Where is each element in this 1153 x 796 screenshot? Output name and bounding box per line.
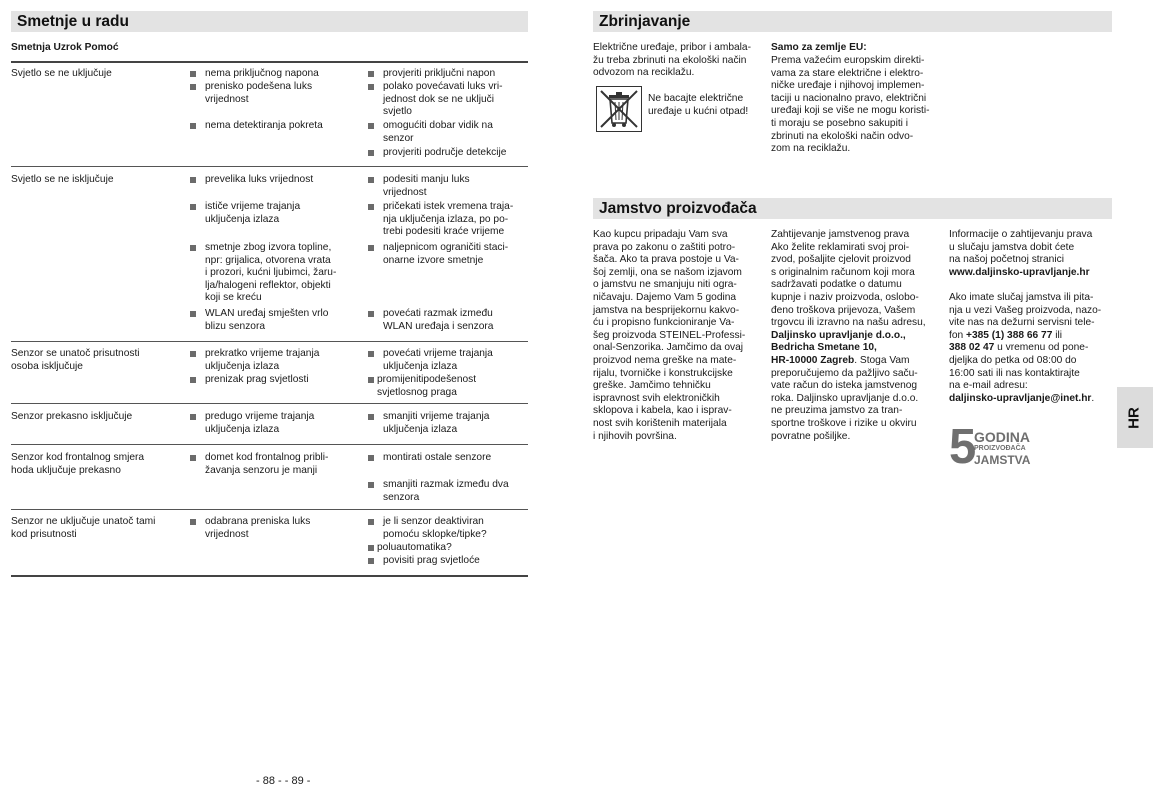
warranty-column-1: Kao kupcu pripadaju Vam sva prava po zakonu o zaštiti potro- šača. Ako ta prava postoje u Va- šoj zemlji, ona se našom izjavom o jamstvu ne smanjuju niti ogra- ničavaju. Dajemo Vam 5 godina jamstva na besprijekornu kakvo- ću i propisno funkcioniranje Va- šeg proizvoda STEINEL-Professi- onal-Senzorika. Jamčimo da ovaj proizvod nema greške na mate- rijalu, tvorničke i konstrukcijske greške. Jamčimo tehničku ispravnost svih elektroničkih sklopova i kabela, kao i isprav- nost svih korištenih materijala i njihovih površina.	[593, 229, 746, 442]
bullet-icon	[368, 558, 374, 564]
bullet-icon	[368, 123, 374, 129]
row-divider	[11, 341, 528, 342]
remedy-text: pričekati istek vremena traja- nja uključenja izlaza, po po- trebi podesiti kraće vrijeme	[383, 201, 514, 238]
bullet-icon	[368, 414, 374, 420]
row-divider	[11, 403, 528, 404]
cause-text: prekratko vrijeme trajanja uključenja izlaza	[205, 348, 320, 372]
badge-word-godina: GODINA	[974, 429, 1030, 445]
bullet-icon	[368, 204, 374, 210]
company-city: HR-10000 Zagreb	[771, 354, 855, 366]
remedy-text: povisiti prag svjetloće	[383, 555, 480, 566]
email-dot: .	[1091, 392, 1095, 404]
email-link[interactable]: daljinsko-upravljanje@inet.hr	[949, 392, 1092, 404]
bullet-icon	[190, 71, 196, 77]
remedy-text: poluautomatika?	[377, 542, 452, 553]
problem-cell: Senzor kod frontalnog smjera hoda uključuje prekasno	[11, 452, 145, 476]
cause-text: domet kod frontalnog pribli- žavanja senzoru je manji	[205, 452, 329, 476]
warranty-advice-first: . Stoga Vam	[854, 354, 910, 366]
remedy-text: je li senzor deaktiviran pomoću sklopke/tipke?	[383, 516, 487, 540]
remedy-text: omogućiti dobar vidik na senzor	[383, 120, 493, 144]
remedy-text: provjeriti područje detekcije	[383, 147, 507, 158]
bin-caption: Ne bacajte električne uređaje u kućni otpad!	[648, 93, 749, 117]
phone-secondary: 388 02 47	[949, 342, 995, 354]
badge-word-jamstva: JAMSTVA	[974, 453, 1031, 467]
bullet-icon	[190, 245, 196, 251]
bullet-icon	[368, 311, 374, 317]
table-bottom-rule	[11, 575, 528, 577]
remedy-text: polako povećavati luks vri- jednost dok se ne uključi svjetlo	[383, 81, 503, 118]
info-text: Informacije o zahtijevanju prava u slučaju jamstva dobit ćete na našoj početnoj stranici	[949, 229, 1093, 266]
language-tab-label: HR	[1125, 406, 1143, 429]
bullet-icon	[368, 482, 374, 488]
bullet-icon	[190, 351, 196, 357]
remedy-text: povećati razmak između WLAN uređaja i senzora	[383, 308, 494, 332]
page-numbers: - 88 - - 89 -	[256, 775, 311, 787]
website-link[interactable]: www.daljinsko-upravljanje.hr	[949, 266, 1090, 278]
bullet-icon	[368, 545, 374, 551]
row-divider	[11, 166, 528, 167]
warranty-column-3	[949, 229, 1115, 405]
problem-cell: Senzor se unatoč prisutnosti osoba isključuje	[11, 348, 140, 372]
remedy-text: promijenitipodešenost svjetlosnog praga	[377, 374, 477, 398]
bullet-icon	[190, 455, 196, 461]
bullet-icon	[368, 519, 374, 525]
bullet-icon	[190, 311, 196, 317]
problem-cell: Senzor ne uključuje unatoč tami kod prisutnosti	[11, 516, 156, 540]
troubleshooting-title: Smetnje u radu	[11, 11, 528, 32]
remedy-text: montirati ostale senzore	[383, 452, 492, 463]
remedy-text: provjeriti priključni napon	[383, 68, 496, 79]
warranty-title: Jamstvo proizvođača	[593, 198, 1112, 219]
bullet-icon	[368, 177, 374, 183]
remedy-text: smanjiti razmak između dva senzora	[383, 479, 509, 503]
problem-cell: Svjetlo se ne uključuje	[11, 68, 112, 79]
bullet-icon	[368, 150, 374, 156]
disposal-intro: Električne uređaje, pribor i ambala- žu treba zbrinuti na ekološki način odvozom na reciklažu.	[593, 42, 751, 79]
warranty-claim-text: Zahtijevanje jamstvenog prava Ako želite reklamirati svoj proi- zvod, pošaljite cjelovit proizvod s originalnim računom koji mora sadržavati podatke o datumu kupnje i naziv proizvoda, oslobo- đeno troškova prijevoza, Vašem trgovcu ili izravno na našu adresu,	[771, 229, 926, 329]
bullet-icon	[368, 84, 374, 90]
badge-word-proizvodaca: PROIZVOĐAČA	[974, 445, 1026, 452]
crossed-bin-icon	[596, 86, 642, 132]
company-name: Daljinsko upravljanje d.o.o.,	[771, 329, 906, 341]
problem-cell: Senzor prekasno isključuje	[11, 411, 133, 422]
table-column-header: Smetnja Uzrok Pomoć	[11, 42, 119, 53]
cause-text: ističe vrijeme trajanja uključenja izlaza	[205, 201, 301, 225]
cause-text: predugo vrijeme trajanja uključenja izlaza	[205, 411, 315, 435]
bullet-icon	[368, 377, 374, 383]
row-divider	[11, 444, 528, 445]
bullet-icon	[368, 71, 374, 77]
bullet-icon	[368, 351, 374, 357]
bullet-icon	[190, 177, 196, 183]
bullet-icon	[368, 245, 374, 251]
warranty-column-2	[771, 229, 943, 443]
cause-text: prevelika luks vrijednost	[205, 174, 314, 185]
cause-text: odabrana preniska luks vrijednost	[205, 516, 311, 540]
cause-text: nema detektiranja pokreta	[205, 120, 323, 131]
table-top-rule	[11, 61, 528, 63]
bullet-icon	[190, 414, 196, 420]
cause-text: prenizak prag svjetlosti	[205, 374, 309, 385]
eu-text: Prema važećim europskim direkti- vama za stare električne i elektro- ničke uređaje i njihovoj implemen- taciji u nacionalno pravo, električni uređaji koji se više ne mogu koristi- ti moraju se posebno sakupiti i zbrinuti na ekološki način odvo- zom na reciklažu.	[771, 55, 930, 155]
remedy-text: povećati vrijeme trajanja uključenja izlaza	[383, 348, 493, 372]
phone-primary: +385 (1) 388 66 77	[966, 329, 1053, 341]
contact-text: Ako imate slučaj jamstva ili pita- nja u vezi Vašeg proizvoda, nazo- vite nas na dežurni servisni tele-	[949, 291, 1102, 329]
bullet-icon	[368, 455, 374, 461]
hours-first: u vremenu od pone-	[994, 342, 1089, 354]
cause-text: nema priključnog napona	[205, 68, 319, 79]
language-tab	[1117, 387, 1153, 448]
row-divider	[11, 509, 528, 510]
remedy-text: smanjiti vrijeme trajanja uključenja izlaza	[383, 411, 490, 435]
remedy-text: podesiti manju luks vrijednost	[383, 174, 470, 198]
remedy-text: naljepnicom ograničiti staci- onarne izvore smetnje	[383, 242, 509, 266]
company-street: Bedricha Smetane 10,	[771, 342, 877, 354]
bullet-icon	[190, 377, 196, 383]
disposal-title: Zbrinjavanje	[593, 11, 1112, 32]
bullet-icon	[190, 84, 196, 90]
warranty-badge	[949, 420, 1039, 474]
cause-text: WLAN uređaj smješten vrlo blizu senzora	[205, 308, 329, 332]
bullet-icon	[190, 123, 196, 129]
bullet-icon	[190, 204, 196, 210]
fon-label: fon	[949, 329, 966, 341]
bullet-icon	[190, 519, 196, 525]
cause-text: smetnje zbog izvora topline, npr: grijalica, otvorena vrata i prozori, kućni ljubimci, žaru- lja/halogeni reflektor, objekti koji se kreću	[205, 242, 337, 304]
eu-heading: Samo za zemlje EU:	[771, 42, 867, 53]
phone-or: ili	[1052, 329, 1063, 341]
cause-text: prenisko podešena luks vrijednost	[205, 81, 313, 105]
problem-cell: Svjetlo se ne isključuje	[11, 174, 114, 185]
hours-text: djeljka do petka od 08:00 do 16:00 sati ili nas kontaktirajte na e-mail adresu:	[949, 354, 1080, 392]
warranty-advice: preporučujemo da pažljivo saču- vate račun do isteka jamstvenog roka. Daljinsko upravljanje d.o.o. ne preuzima jamstvo za tran- sportne troškove i rizike u okviru povratne pošiljke.	[771, 367, 919, 442]
badge-number: 5	[949, 420, 977, 474]
